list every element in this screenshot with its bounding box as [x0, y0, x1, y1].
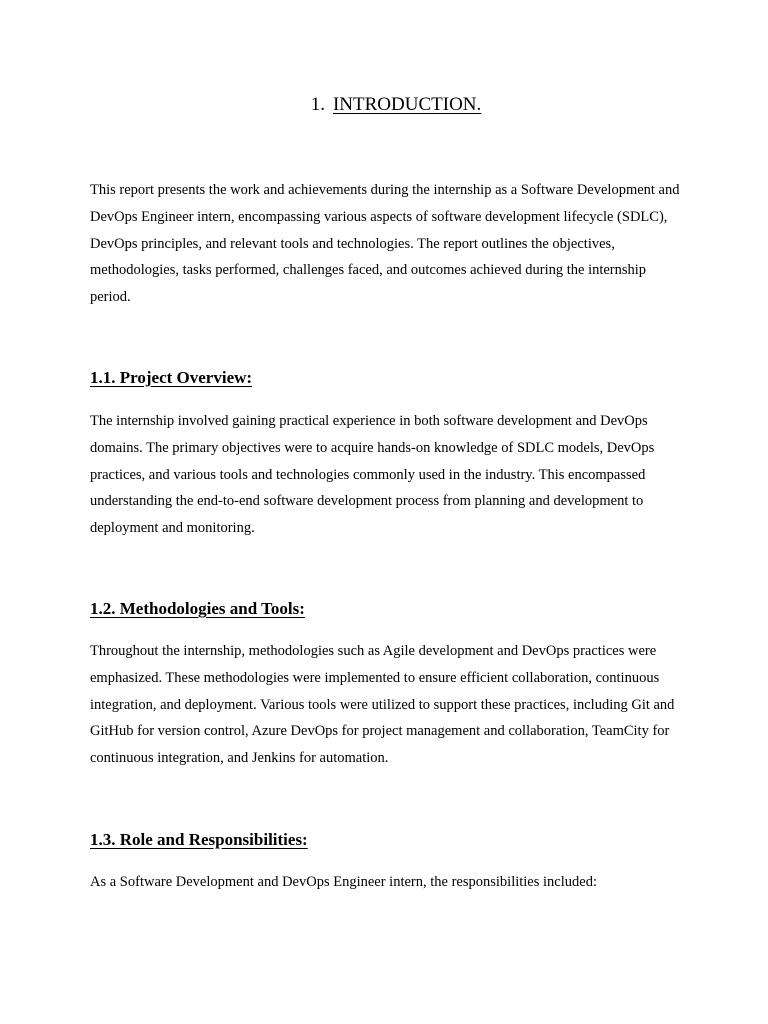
section-heading-project-overview: 1.1. Project Overview:: [90, 368, 253, 387]
section-heading-methodologies-and-tools: 1.2. Methodologies and Tools:: [90, 599, 305, 618]
role-and-responsibilities-paragraph: As a Software Development and DevOps Engineer intern, the responsibilities included:: [90, 874, 597, 890]
chapter-title: INTRODUCTION.: [332, 94, 482, 115]
methodologies-and-tools-paragraph: Throughout the internship, methodologies such as Agile development and DevOps practices were emphasized. These methodologies were implemented to ensure efficient collaboration, continuous integration, and deployment. Various tools were utilized to support these practices, including Git and GitHub for version control, Azure DevOps for project management and collaboration, TeamCity for continuous integration, and Jenkins for automation.: [90, 643, 675, 767]
intro-paragraph: This report presents the work and achievements during the internship as a Software Development and DevOps Engineer intern, encompassing various aspects of software development lifecycle (SDLC), DevOps principles, and relevant tools and technologies. The report outlines the objectives, methodologies, tasks performed, challenges faced, and outcomes achieved during the internship period.: [90, 182, 680, 306]
section-heading-role-and-responsibilities: 1.3. Role and Responsibilities:: [90, 830, 308, 849]
project-overview-paragraph: The internship involved gaining practical experience in both software development and DevOps domains. The primary objectives were to acquire hands-on knowledge of SDLC models, DevOps practices, and various tools and technologies commonly used in the industry. This encompassed understanding the end-to-end software development process from planning and development to deployment and monitoring.: [90, 413, 655, 537]
chapter-number: 1.: [310, 94, 325, 115]
chapter-heading: [0, 92, 768, 118]
